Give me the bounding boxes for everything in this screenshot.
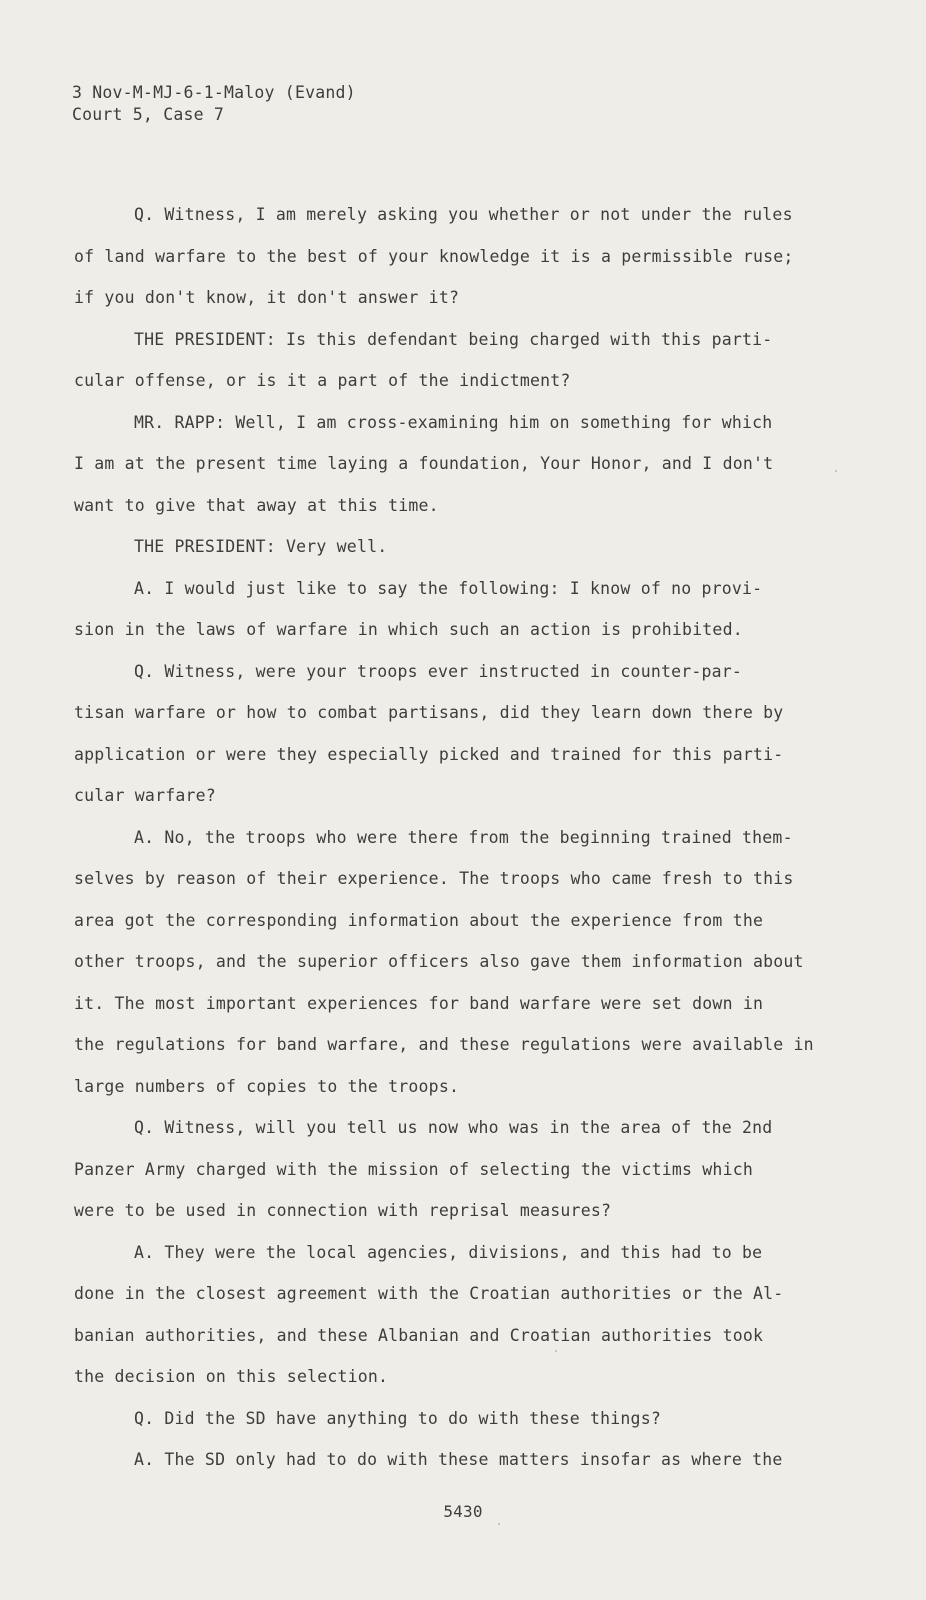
transcript-line-7: I am at the present time laying a foundation, Your Honor, and I don't [74,454,774,473]
transcript-line-22: large numbers of copies to the troops. [74,1076,460,1096]
transcript-line-13: tisan warfare or how to combat partisans, did they learn down there by [74,703,784,722]
transcript-line-8: want to give that away at this time. [74,495,439,515]
transcript-line-20: it. The most important experiences for band warfare were set down in [74,993,764,1013]
transcript-line-21: the regulations for band warfare, and these regulations were available in [74,1035,814,1054]
paper-speck [498,1523,500,1525]
transcript-line-4: THE PRESIDENT: Is this defendant being charged with this parti- [134,329,773,349]
transcript-line-12: Q. Witness, were your troops ever instructed in counter-par- [134,661,743,681]
transcript-line-24: Panzer Army charged with the mission of selecting the victims which [74,1159,753,1179]
transcript-line-28: banian authorities, and these Albanian and Croatian authorities took [74,1325,764,1345]
transcript-line-30: Q. Did the SD have anything to do with these things? [134,1408,661,1428]
paper-speck [555,1350,557,1352]
header-reference-line: 3 Nov-M-MJ-6-1-Maloy (Evand) [72,83,356,102]
transcript-line-3: if you don't know, it don't answer it? [74,288,460,307]
paper-speck [835,470,837,472]
transcript-line-27: done in the closest agreement with the Croatian authorities or the Al- [74,1284,784,1303]
transcript-line-17: selves by reason of their experience. The troops who came fresh to this [74,869,794,888]
document-header [72,82,356,126]
transcript-line-26: A. They were the local agencies, divisions, and this had to be [134,1242,763,1262]
transcript-line-9: THE PRESIDENT: Very well. [134,537,388,556]
transcript-line-15: cular warfare? [74,786,216,805]
transcript-line-18: area got the corresponding information about the experience from the [74,910,764,930]
transcript-line-1: Q. Witness, I am merely asking you whether or not under the rules [134,205,793,224]
transcript-line-6: MR. RAPP: Well, I am cross-examining him on something for which [134,412,773,432]
transcript-line-14: application or were they especially picked and trained for this parti- [74,744,784,764]
page-number: 5430 [443,1502,483,1521]
transcript-line-10: A. I would just like to say the following: I know of no provi- [134,578,763,598]
transcript-line-23: Q. Witness, will you tell us now who was in the area of the 2nd [134,1118,773,1137]
header-court-case-line: Court 5, Case 7 [72,105,225,124]
transcript-line-25: were to be used in connection with reprisal measures? [74,1201,612,1220]
transcript-line-11: sion in the laws of warfare in which such an action is prohibited. [74,620,743,639]
transcript-line-2: of land warfare to the best of your knowledge it is a permissible ruse; [74,246,794,266]
transcript-body [74,203,834,1490]
transcript-line-31: A. The SD only had to do with these matters insofar as where the [134,1450,783,1469]
transcript-line-16: A. No, the troops who were there from the beginning trained them- [134,827,793,847]
transcript-line-19: other troops, and the superior officers also gave them information about [74,952,804,971]
transcript-line-5: cular offense, or is it a part of the indictment? [74,371,571,390]
transcript-line-29: the decision on this selection. [74,1367,389,1386]
